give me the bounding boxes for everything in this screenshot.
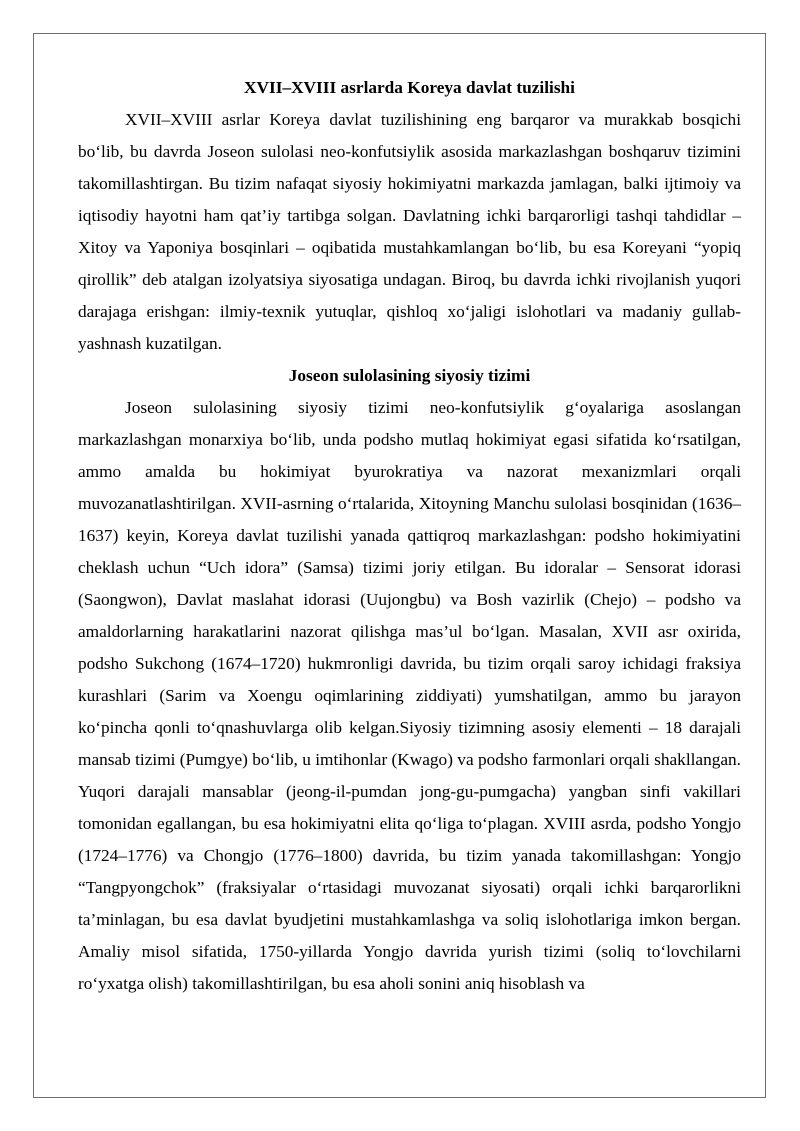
intro-paragraph: XVII–XVIII asrlar Koreya davlat tuzilishining eng barqaror va murakkab bosqichi bo‘lib, bu davrda Joseon sulolasi neo-konfutsiylik asosida markazlashgan boshqaruv tizimini takomillashtirgan. Bu tizim nafaqat siyosiy hokimiyatni markazda jamlagan, balki ijtimoiy va iqtisodiy hayotni ham qat’iy tartibga solgan. Davlatning ichki barqarorligi tashqi tahdidlar – Xitoy va Yaponiya bosqinlari – oqibatida mustahkamlangan bo‘lib, bu esa Koreyani “yopiq qirollik” deb atalgan izolyatsiya siyosatiga undagan. Biroq, bu davrda ichki rivojlanish yuqori darajaga erishgan: ilmiy-texnik yutuqlar, qishloq xo‘jaligi islohotlari va madaniy gullab-yashnash kuzatilgan. [78,110,741,353]
document-title: XVII–XVIII asrlarda Koreya davlat tuzilishi [244,78,575,97]
document-body [78,72,741,1000]
section-paragraph: Joseon sulolasining siyosiy tizimi neo-konfutsiylik g‘oyalariga asoslangan markazlashgan monarxiya bo‘lib, unda podsho mutlaq hokimiyat egasi sifatida ko‘rsatilgan, ammo amalda bu hokimiyat byurokratiya va nazorat mexanizmlari orqali muvozanatlashtirilgan. XVII-asrning o‘rtalarida, Xitoyning Manchu sulolasi bosqinidan (1636–1637) keyin, Koreya davlat tuzilishi yanada qattiqroq markazlashgan: podsho hokimiyatini cheklash uchun “Uch idora” (Samsa) tizimi joriy etilgan. Bu idoralar – Sensorat idorasi (Saongwon), Davlat maslahat idorasi (Uujongbu) va Bosh vazirlik (Chejo) – podsho va amaldorlarning harakatlarini nazorat qilishga mas’ul bo‘lgan. Masalan, XVII asr oxirida, podsho Sukchong (1674–1720) hukmronligi davrida, bu tizim orqali saroy ichidagi fraksiya kurashlari (Sarim va Xoengu oqimlarining ziddiyati) yumshatilgan, ammo bu jarayon ko‘pincha qonli to‘qnashuvlarga olib kelgan.Siyosiy tizimning asosiy elementi – 18 darajali mansab tizimi (Pumgye) bo‘lib, u imtihonlar (Kwago) va podsho farmonlari orqali shakllangan. Yuqori darajali mansablar (jeong-il-pumdan jong-gu-pumgacha) yangban sinfi vakillari tomonidan egallangan, bu esa hokimiyatni elita qo‘liga to‘plagan. XVIII asrda, podsho Yongjo (1724–1776) va Chongjo (1776–1800) davrida, bu tizim yanada takomillashgan: Yongjo “Tangpyongchok” (fraksiyalar o‘rtasidagi muvozanat siyosati) orqali ichki barqarorlikni ta’minlagan, bu esa davlat byudjetini mustahkamlashga va soliq islohotlariga imkon bergan. Amaliy misol sifatida, 1750-yillarda Yongjo davrida yurish tizimi (soliq to‘lovchilarni ro‘yxatga olish) takomillashtirilgan, bu esa aholi sonini aniq hisoblash va [78,398,741,993]
section-heading: Joseon sulolasining siyosiy tizimi [288,366,531,385]
